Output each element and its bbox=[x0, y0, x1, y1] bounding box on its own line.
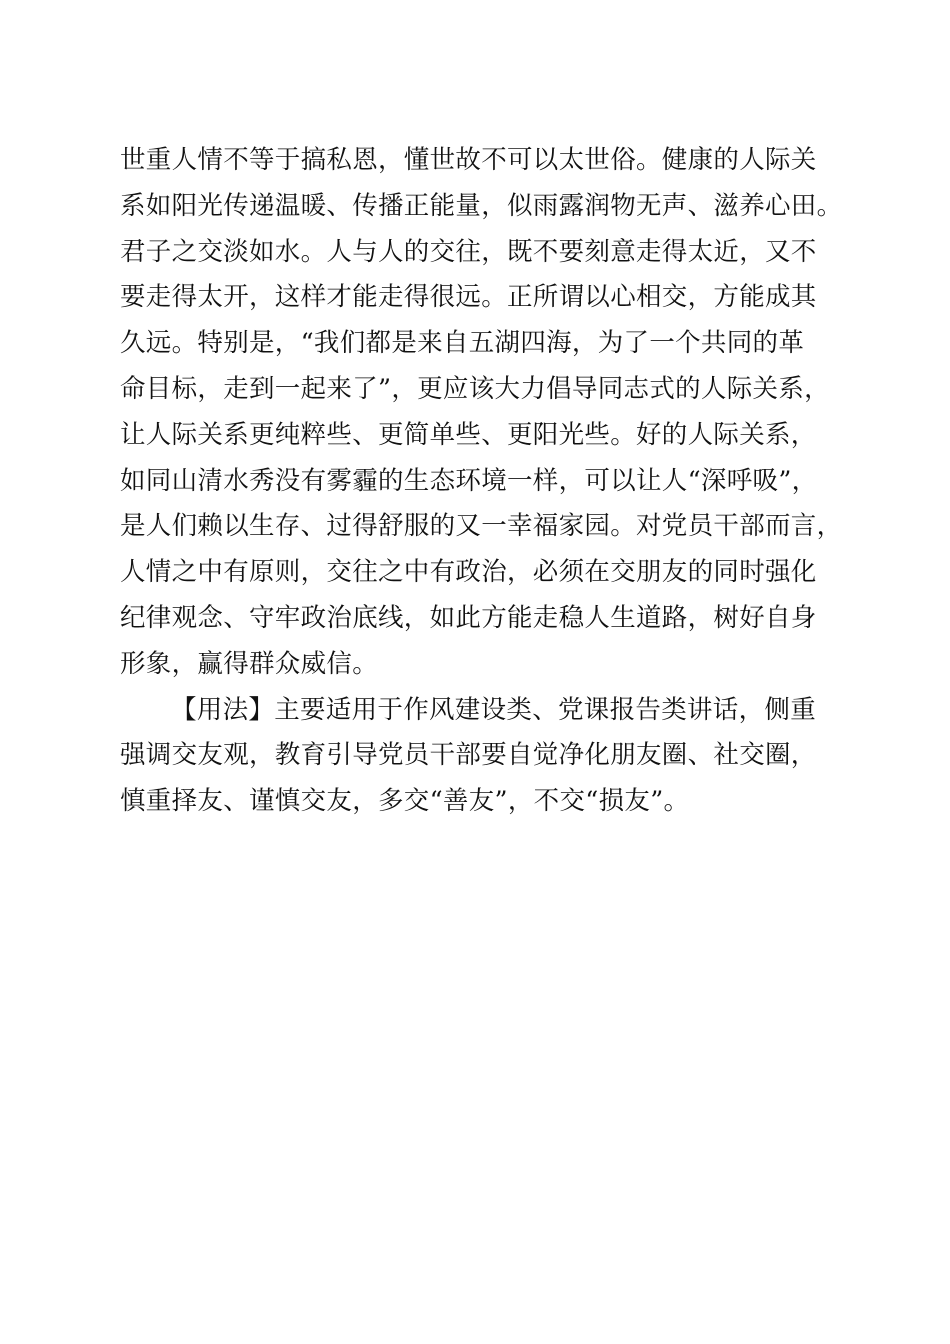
text-line: 命目标，走到一起来了”，更应该大力倡导同志式的人际关系， bbox=[120, 373, 830, 404]
text-line: 慎重择友、谨慎交友，多交“善友”，不交“损友”。 bbox=[120, 786, 690, 817]
text-line: 人情之中有原则，交往之中有政治，必须在交朋友的同时强化 bbox=[120, 557, 817, 588]
text-line: 世重人情不等于搞私恩，懂世故不可以太世俗。健康的人际关 bbox=[120, 145, 817, 175]
text-line: 【用法】主要适用于作风建设类、党课报告类讲话，侧重 bbox=[171, 694, 817, 725]
text-line: 如同山清水秀没有雾霾的生态环境一样，可以让人“深呼吸”， bbox=[120, 465, 818, 496]
text-line: 要走得太开，这样才能走得很远。正所谓以心相交，方能成其 bbox=[120, 282, 817, 313]
body-paragraph bbox=[120, 138, 843, 688]
text-line: 久远。特别是，“我们都是来自五湖四海，为了一个共同的革 bbox=[120, 328, 805, 359]
text-line: 让人际关系更纯粹些、更简单些、更阳光些。好的人际关系， bbox=[120, 419, 817, 450]
text-line: 形象，赢得群众威信。 bbox=[120, 648, 379, 679]
text-line: 系如阳光传递温暖、传播正能量，似雨露润物无声、滋养心田。 bbox=[120, 190, 843, 221]
text-line: 强调交友观，教育引导党员干部要自觉净化朋友圈、社交圈， bbox=[120, 740, 817, 771]
document-page bbox=[120, 138, 843, 825]
text-line: 纪律观念、守牢政治底线，如此方能走稳人生道路，树好自身 bbox=[120, 602, 817, 633]
usage-paragraph bbox=[120, 688, 832, 825]
text-line: 君子之交淡如水。人与人的交往，既不要刻意走得太近，又不 bbox=[120, 236, 817, 267]
text-line: 是人们赖以生存、过得舒服的又一幸福家园。对党员干部而言， bbox=[120, 511, 843, 542]
